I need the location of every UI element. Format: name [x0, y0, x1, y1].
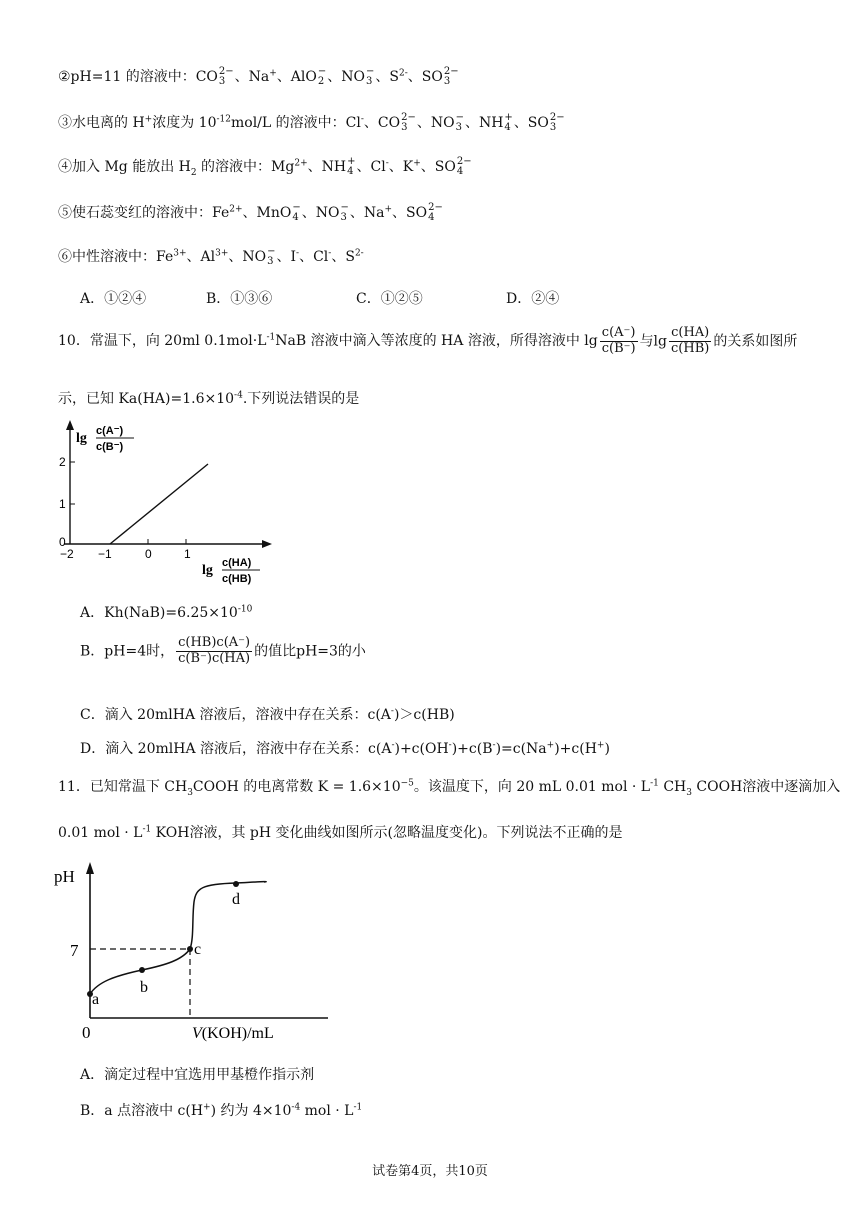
q10-xtick-m2: −2 — [60, 547, 74, 561]
q11-stem: 11．已知常温下 $CH_3COOH$ 的电离常数 $K = 1.6\times 10^{-5}$。该温度下，向 20 mL 0.01 mol · $L^{-1}$ $CH_3$ COOH溶液中逐滴加入 — [58, 778, 841, 798]
q11-point-b — [139, 967, 145, 973]
q10-frac-ha-over-hb: $\frac{c(HA)}{c(HB)}$ — [671, 325, 710, 356]
q10-frac-a-over-b: $\frac{c(A^-)}{c(B^-)}$ — [601, 325, 636, 356]
q10-xlabel-lg: lg — [202, 563, 213, 578]
q10-x-axis — [64, 540, 272, 548]
q9-item-2 — [58, 66, 460, 87]
q9-item-4: ④加入 Mg 能放出 $H_2$ 的溶液中：$Mg^{2+}$、NH + 4 、Cl-、K+、SO 2− 4 — [58, 156, 472, 178]
q11-label-c: c — [194, 941, 202, 958]
q10-ytick-0: 0 — [59, 535, 66, 549]
q11-chart — [52, 858, 342, 1048]
q11-point-d — [233, 881, 239, 887]
q11-xlabel: V(KOH)/mL — [192, 1025, 274, 1042]
q9-option-c[interactable]: C．①②⑤ — [356, 291, 423, 307]
q9-item-3: ③水电离的 H+浓度为 $10^{-12}mol/L$ 的溶液中：Cl-、CO 2− 3 、NO − 3 、NH + 4 、SO 2− 3 — [58, 112, 565, 133]
q9-item-6: ⑥中性溶液中：$Fe^{3+}$、$Al^{3+}$、NO − 3 、I-、Cl-、$S^{2-}$ — [58, 246, 364, 267]
page-footer: 试卷第4页，共10页 — [372, 1164, 488, 1179]
q9-option-d[interactable]: D．②④ — [506, 291, 560, 307]
q9-item-5: ⑤使石蕊变红的溶液中：$Fe^{2+}$、MnO − 4 、NO − 3 、Na+、SO 2− 4 — [58, 202, 443, 223]
q9-option-a[interactable]: A．①②④ — [80, 291, 147, 307]
q11-option-a[interactable]: A．滴定过程中宜选用甲基橙作指示剂 — [80, 1067, 315, 1083]
q10-ytick-2: 2 — [59, 455, 66, 469]
q10-xtick-0: 0 — [145, 547, 152, 561]
q10-y-axis — [66, 420, 74, 544]
q10-ylabel-num: c(A⁻) — [96, 425, 124, 437]
q11-label-d: d — [232, 891, 240, 908]
q11-stem-line2: 0.01 mol · $L^{-1}$ KOH溶液，其 pH 变化曲线如图所示(忽略温度变化)。下列说法不正确的是 — [58, 824, 623, 841]
q11-point-c — [187, 946, 193, 952]
q9-options — [80, 288, 559, 308]
q10-xlabel-den: c(HB) — [222, 573, 252, 585]
q10-stem-line2: 示，已知 $Ka(HA)=1.6\times 10^{-4}$.下列说法错误的是 — [58, 390, 360, 407]
q10-xlabel-num: c(HA) — [222, 557, 252, 569]
q10-option-c[interactable]: C．滴入 20mlHA 溶液后，溶液中存在关系：c(A-)＞c(HB) — [80, 706, 455, 723]
q10-ylabel-lg: lg — [76, 431, 87, 446]
q11-ylabel: pH — [54, 867, 75, 886]
q10-xtick-m1: −1 — [98, 547, 112, 561]
q10-option-b[interactable]: B．pH=4时， $\frac{c(HB)c(A^-)}{c(B^-)c(HA)}$ 的值比pH=3的小 — [80, 635, 366, 666]
q9-item-2-text: ②pH=11 的溶液中：CO 2− 3 、Na+、AlO − 2 、NO − 3 、$S^{2-}$、SO 2− 3 — [58, 66, 459, 87]
q10-ylabel-den: c(B⁻) — [96, 441, 124, 453]
q11-label-b: b — [140, 979, 148, 996]
q10-ytick-1: 1 — [59, 497, 66, 511]
q10-option-b-fraction: $\frac{c(HB)c(A^-)}{c(B^-)c(HA)}$ — [178, 635, 251, 666]
q11-label-a: a — [92, 991, 100, 1008]
q11-origin: 0 — [82, 1023, 91, 1042]
q10-xtick-1: 1 — [184, 547, 191, 561]
q10-option-a[interactable]: A．$Kh(NaB)=6.25\times 10^{-10}$ — [80, 604, 253, 621]
q10-chart — [56, 418, 286, 590]
q10-series-line — [110, 464, 208, 544]
q10-option-d[interactable]: D．滴入 20mlHA 溶液后，溶液中存在关系：c(A-)+c(OH-)+c(B-)=c(Na+)+c(H+) — [80, 740, 610, 757]
q11-ytick-7: 7 — [70, 941, 79, 960]
q9-option-b[interactable]: B．①③⑥ — [206, 291, 273, 307]
q11-option-b[interactable]: B．a 点溶液中 c(H+) 约为 $4\times 10^{-4}$ mol · $L^{-1}$ — [80, 1102, 363, 1119]
q10-stem: 10．常温下，向 20ml $0.1mol\cdot L^{-1}NaB$ 溶液中滴入等浓度的 HA 溶液，所得溶液中 lg $\frac{c(A^-)}{c(B^-)}$ 与lg $\frac{c(HA)}{c(HB)}$ 的关系如图所 — [58, 325, 798, 356]
